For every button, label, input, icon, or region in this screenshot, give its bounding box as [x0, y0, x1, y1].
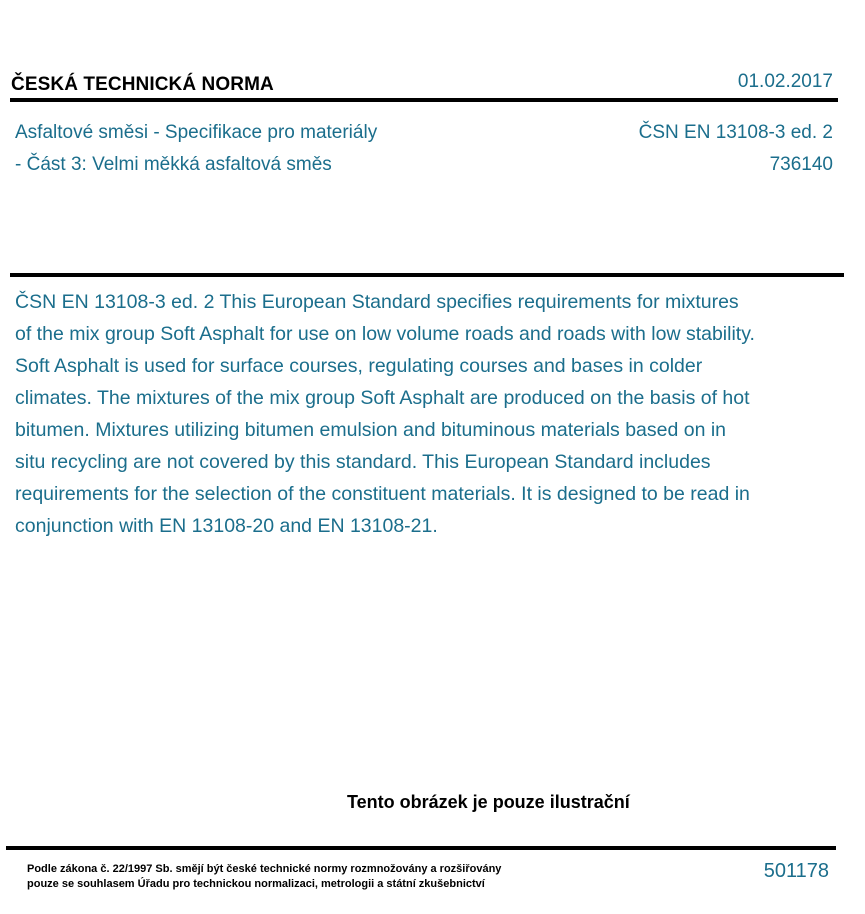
header-divider [10, 98, 838, 102]
document-category-title: ČESKÁ TECHNICKÁ NORMA [11, 74, 274, 95]
classification-number: 736140 [769, 154, 833, 175]
standard-title-line-2: - Část 3: Velmi měkká asfaltová směs [15, 154, 332, 175]
standard-id-block [639, 117, 833, 181]
catalog-number: 501178 [763, 860, 829, 882]
abstract-text: ČSN EN 13108-3 ed. 2 This European Standard specifies requirements for mixtures of the mix group Soft Asphalt for use on low volume roads and roads with low stability. Soft Asphalt is used for surface courses, regulating courses and bases in colder climates. The mixtures of the mix group Soft Asphalt are produced on the basis of hot bitumen. Mixtures utilizing bitumen emulsion and bituminous materials based on in situ recycling are not covered by this standard. This European Standard includes requirements for the selection of the constituent materials. It is designed to be read in conjunction with EN 13108-20 and EN 13108-21. [15, 291, 755, 537]
abstract-divider [10, 273, 844, 277]
footer-divider [6, 846, 836, 850]
publication-date: 01.02.2017 [737, 71, 833, 92]
standard-id: ČSN EN 13108-3 ed. 2 [638, 122, 833, 143]
copyright-line-1: Podle zákona č. 22/1997 Sb. smějí být české technické normy rozmnožovány a rozšiřovány [27, 863, 502, 875]
standard-title-block [15, 117, 377, 181]
standard-title-line-1: Asfaltové směsi - Specifikace pro materiály [15, 122, 378, 143]
copyright-notice [27, 862, 501, 892]
illustration-note: Tento obrázek je pouze ilustrační [347, 792, 630, 812]
copyright-line-2: pouze se souhlasem Úřadu pro technickou normalizaci, metrologii a státní zkušebnictví [27, 878, 485, 890]
